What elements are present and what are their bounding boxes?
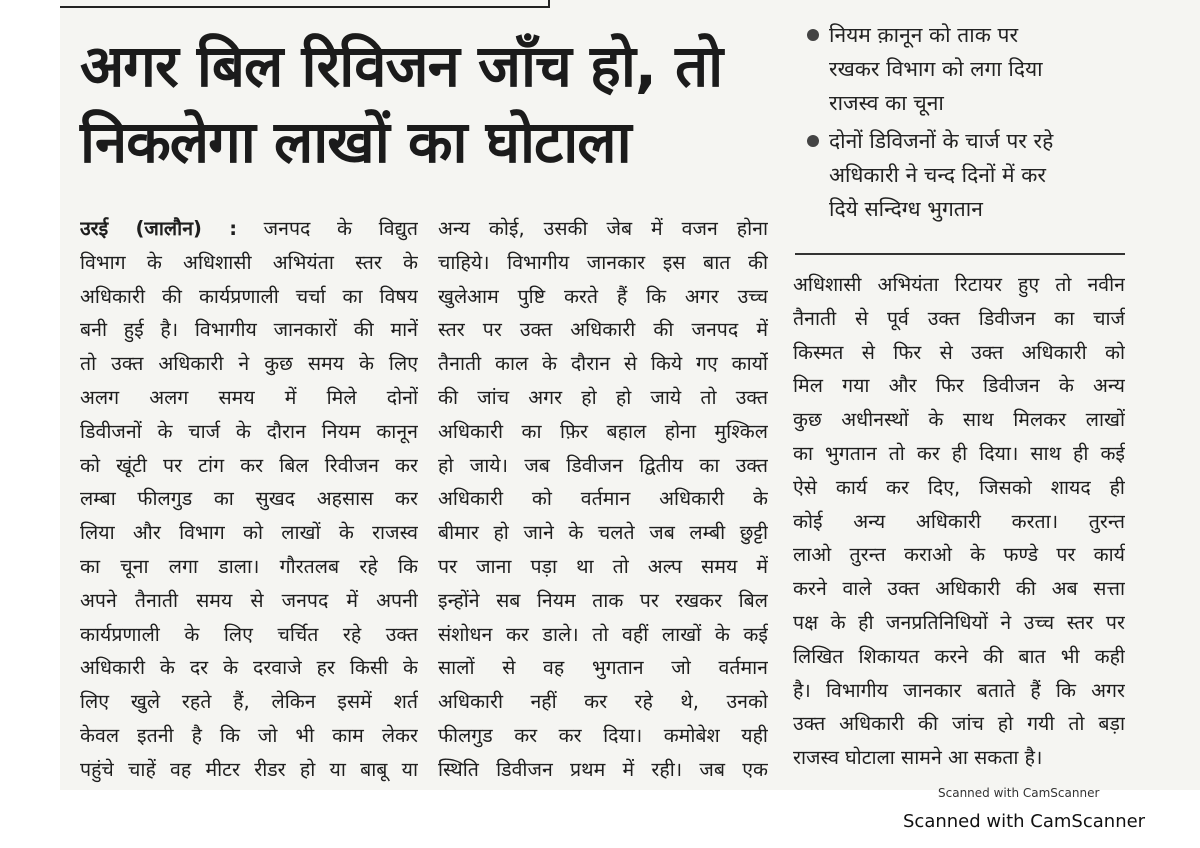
article-line [80,212,418,246]
article-line: हो जाये। जब डिवीजन द्वितीय का उक्त [438,453,768,477]
section-divider [795,253,1125,255]
headline [80,28,800,180]
article-line: अलग अलग समय में मिले दोनों [80,385,418,409]
bullet-dot-icon [807,135,819,147]
article-line: पहुंचे चाहें वह मीटर रीडर हो या बाबू या [80,757,418,781]
highlight-line: दिये सन्दिग्ध भुगतान [829,197,983,221]
article-line: है। विभागीय जानकार बताते हैं कि अगर [793,678,1125,702]
article-line: बीमार हो जाने के चलते जब लम्बी छुट्टी [438,521,768,545]
article-line: कोई अन्य अधिकारी करता। तुरन्त [793,509,1125,533]
article-column-2 [438,212,768,787]
article-line: मिल गया और फिर डिवीजन के अन्य [793,374,1125,398]
highlight-line: अधिकारी ने चन्द दिनों में कर [829,163,1046,187]
article-line: कुछ अधीनस्थों के साथ मिलकर लाखों [793,408,1125,432]
dateline: उरई (जालौन) : [80,217,237,240]
article-line: स्तर पर उक्त अधिकारी की जनपद में [438,318,768,342]
highlight-bullets [805,18,1125,230]
article-line: को खूंटी पर टांग कर बिल रिवीजन कर [80,453,418,477]
article-line: ऐसे कार्य कर दिए, जिसको शायद ही [793,475,1125,499]
article-column-3 [793,268,1125,775]
article-line: अधिकारी को वर्तमान अधिकारी के [438,487,768,511]
article-line: चाहिये। विभागीय जानकार इस बात की [438,250,768,274]
highlight-item [805,18,1125,120]
article-line: लम्बा फीलगुड का सुखद अहसास कर [80,487,418,511]
headline-line-1: अगर बिल रिविजन जाँच हो, तो [80,32,723,100]
article-line: लाओ तुरन्त कराओ के फण्डे पर कार्य [793,543,1125,567]
article-line: तैनाती काल के दौरान से किये गए कार्यो [438,352,768,376]
article-line: की जांच अगर हो हो जाये तो उक्त [438,385,768,409]
article-line-text: जनपद के विद्युत [263,217,418,240]
article-line: विभाग के अधिशासी अभियंता स्तर के [80,250,418,274]
article-line: का भुगतान तो कर ही दिया। साथ ही कई [793,441,1125,465]
article-line: स्थिति डिवीजन प्रथम में रही। जब एक [438,757,768,781]
article-line: किस्मत से फिर से उक्त अधिकारी को [793,340,1125,364]
article-line: बनी हुई है। विभागीय जानकारों की मानें [80,318,418,342]
article-line: राजस्व घोटाला सामने आ सकता है। [793,746,1043,770]
headline-line-2: निकलेगा लाखों का घोटाला [80,108,631,176]
article-line: तो उक्त अधिकारी ने कुछ समय के लिए [80,352,418,376]
highlight-line: राजस्व का चूना [829,91,944,115]
bullet-dot-icon [807,29,819,41]
article-line: लिया और विभाग को लाखों के राजस्व [80,521,418,545]
article-line: उक्त अधिकारी की जांच हो गयी तो बड़ा [793,712,1125,736]
article-line: डिवीजनों के चार्ज के दौरान नियम कानून [80,419,418,443]
article-line: अधिशासी अभियंता रिटायर हुए तो नवीन [793,273,1125,296]
article-line: अधिकारी की कार्यप्रणाली चर्चा का विषय [80,284,418,308]
article-line: लिए खुले रहते हैं, लेकिन इसमें शर्त [80,690,418,714]
article-line: अधिकारी का फ़िर बहाल होना मुश्किल [438,419,768,443]
article-line: तैनाती से पूर्व उक्त डिवीजन का चार्ज [793,306,1125,330]
highlight-line: नियम क़ानून को ताक पर [829,23,1019,47]
highlight-line: दोनों डिविजनों के चार्ज पर रहे [829,129,1054,153]
article-line: खुलेआम पुष्टि करते हैं कि अगर उच्च [438,284,768,308]
watermark-large: Scanned with CamScanner [903,811,1146,832]
watermark-small: Scanned with CamScanner [938,786,1100,800]
article-line: अन्य कोई, उसकी जेब में वजन होना [438,217,768,240]
article-line: संशोधन कर डाले। तो वहीं लाखों के कई [438,622,768,646]
article-line: अधिकारी नहीं कर रहे थे, उनको [438,690,768,714]
article-line: इन्होंने सब नियम ताक पर रखकर बिल [438,588,768,612]
article-line: लिखित शिकायत करने की बात भी कही [793,644,1125,668]
article-line: करने वाले उक्त अधिकारी की अब सत्ता [793,577,1125,601]
article-line: केवल इतनी है कि जो भी काम लेकर [80,723,418,747]
highlight-line: रखकर विभाग को लगा दिया [829,57,1043,81]
article-column-1 [80,212,418,787]
article-line: सालों से वह भुगतान जो वर्तमान [438,656,768,680]
highlight-item [805,124,1125,226]
article-line: पक्ष के ही जनप्रतिनिधियों ने उच्च स्तर पर [793,610,1125,634]
article-line: फीलगुड कर कर दिया। कमोबेश यही [438,723,768,747]
article-line: कार्यप्रणाली के लिए चर्चित रहे उक्त [80,622,418,646]
top-border-rule [60,0,550,8]
article-line: पर जाना पड़ा था तो अल्प समय में [438,554,768,578]
article-line: अधिकारी के दर के दरवाजे हर किसी के [80,656,418,680]
article-line: अपने तैनाती समय से जनपद में अपनी [80,588,418,612]
article-line: का चूना लगा डाला। गौरतलब रहे कि [80,554,418,578]
